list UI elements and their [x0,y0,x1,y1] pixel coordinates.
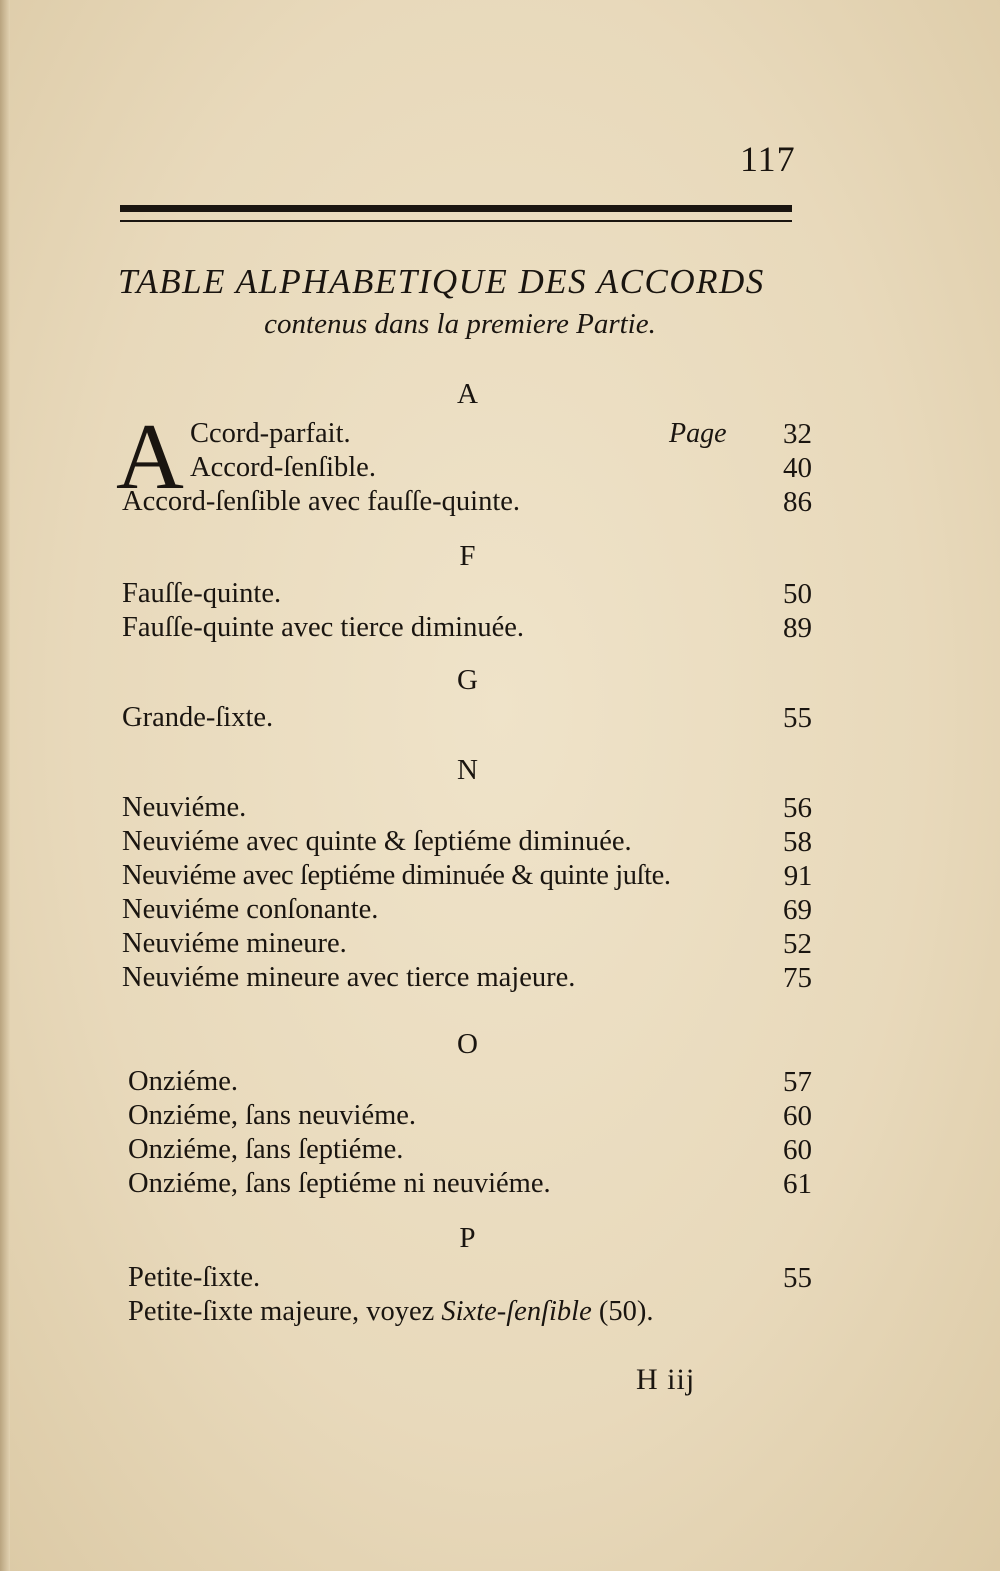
index-entry [122,928,812,964]
entry-page: 75 [783,962,812,994]
entry-page: 55 [783,1262,812,1294]
index-entry [128,1066,812,1102]
index-entry [128,1262,812,1298]
index-entry [122,578,812,614]
entry-label: Onziéme, ſans neuviéme. [128,1100,417,1131]
entry-page: 50 [783,578,812,610]
header-rule-thin [120,220,792,222]
index-entry [122,860,812,896]
section-letter-a: A [457,378,478,410]
entry-label: Neuviéme mineure avec tierce majeure. [122,962,576,993]
entry-page: 57 [783,1066,812,1098]
entry-label: Neuviéme. [122,792,247,823]
entry-page: 86 [783,486,812,518]
entry-label: Petite-ſixte. [128,1262,261,1293]
section-letter-f: F [459,540,476,572]
index-entry [122,894,812,930]
index-entry [122,702,812,738]
entry-label-text: Petite-ſixte majeure, voyez [128,1296,442,1327]
entry-page: 91 [783,860,812,892]
index-entry [128,1134,812,1170]
entry-page: 89 [783,612,812,644]
entry-page: 55 [783,702,812,734]
index-entry [122,486,812,522]
signature-mark: H iij [636,1363,696,1396]
index-entry [122,962,812,998]
index-entry [190,452,812,488]
drop-cap: A [116,405,184,509]
entry-label-text: (50). [591,1296,654,1327]
entry-label: Accord-ſenſible. [190,452,376,483]
index-entry [190,418,812,454]
page-title: TABLE ALPHABETIQUE DES ACCORDS [118,262,765,301]
entry-page: 58 [783,826,812,858]
cross-reference: Sixte-ſenſible [441,1296,592,1327]
entry-page: 40 [783,452,812,484]
index-entry [122,612,812,648]
entry-page: 52 [783,928,812,960]
page-subtitle: contenus dans la premiere Partie. [264,308,656,340]
section-letter-n: N [457,754,478,786]
index-entry [122,826,812,862]
entry-page: 60 [783,1134,812,1166]
entry-page: 61 [783,1168,812,1200]
entry-label: Ccord-parfait. [190,418,351,449]
entry-label: Neuviéme conſonante. [122,894,379,925]
entry-label: Neuviéme mineure. [122,928,347,959]
entry-label [128,1296,653,1328]
entry-label: Onziéme, ſans ſeptiéme ni neuviéme. [128,1168,551,1199]
section-letter-p: P [459,1222,476,1254]
page-column-label: Page [669,418,727,449]
entry-page: 56 [783,792,812,824]
entry-label: Onziéme, ſans ſeptiéme. [128,1134,404,1165]
entry-label: Accord-ſenſible avec fauſſe-quinte. [122,486,521,517]
entry-label: Neuviéme avec ſeptiéme diminuée & quinte juſte. [122,860,671,891]
index-entry [128,1100,812,1136]
index-entry [128,1296,812,1332]
entry-page: 32 [783,418,812,450]
entry-label: Fauſſe-quinte avec tierce diminuée. [122,612,524,643]
index-entry [122,792,812,828]
entry-label: Onziéme. [128,1066,238,1097]
page-number: 117 [740,139,796,179]
section-letter-o: O [457,1028,478,1060]
entry-label: Grande-ſixte. [122,702,274,733]
entry-label: Fauſſe-quinte. [122,578,282,609]
header-rule-thick [120,205,792,212]
entry-page: 69 [783,894,812,926]
entry-page: 60 [783,1100,812,1132]
section-letter-g: G [457,664,478,696]
entry-label: Neuviéme avec quinte & ſeptiéme diminuée. [122,826,632,857]
index-entry [128,1168,812,1204]
